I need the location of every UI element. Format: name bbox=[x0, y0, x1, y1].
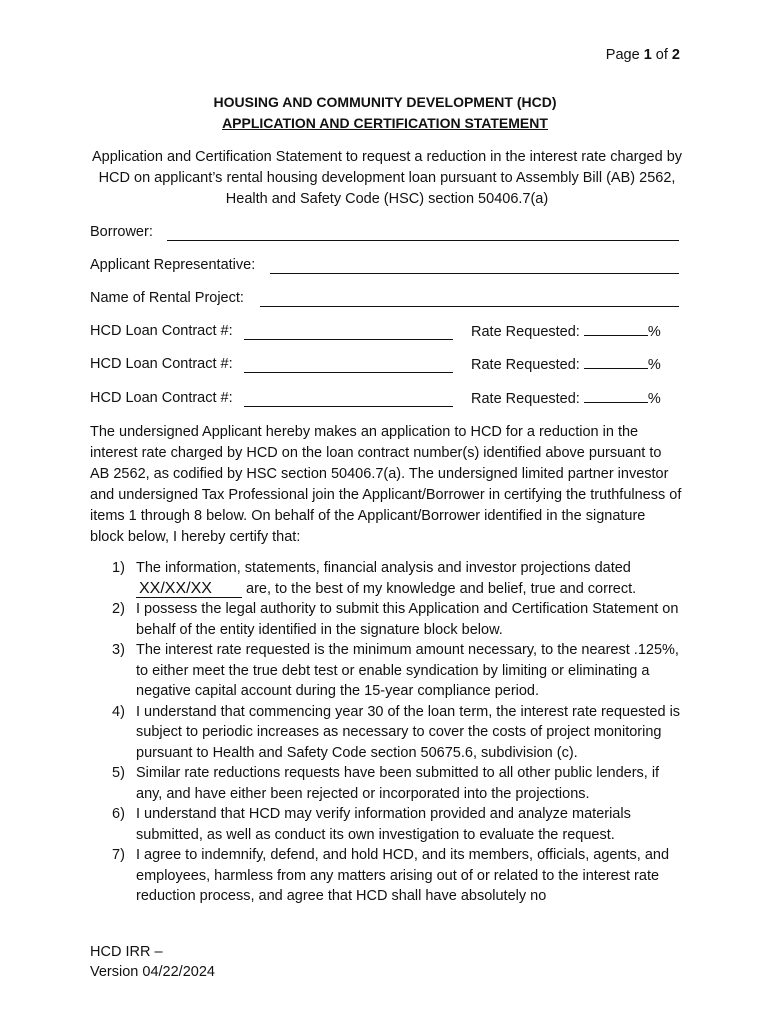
applicant-representative-label: Applicant Representative: bbox=[90, 257, 256, 273]
list-item: 5) Similar rate reductions requests have been submitted to all other public lenders, if any, and have either been rejected or incorporated into the projections. bbox=[112, 765, 660, 802]
footer-form-id: HCD IRR – bbox=[90, 944, 163, 960]
list-item: 3) The interest rate requested is the minimum amount necessary, to the nearest .125%, to either meet the true debt test or enable syndication by limiting or eliminating a negative capital account during the 15-year compliance period. bbox=[112, 642, 679, 699]
list-item: 2) I possess the legal authority to submit this Application and Certification Statement on behalf of the entity identified in the signature block below. bbox=[112, 601, 679, 638]
rate-requested-3 bbox=[471, 390, 661, 407]
page-total: 2 bbox=[671, 47, 680, 63]
rate-unit: % bbox=[647, 324, 661, 340]
list-item: 6) I understand that HCD may verify information provided and analyze materials submitted, as well as conduct its own investigation to evaluate the request. bbox=[112, 806, 631, 843]
contract-label-2: HCD Loan Contract #: bbox=[90, 356, 233, 372]
rate-label: Rate Requested: bbox=[471, 357, 580, 373]
applicant-representative-field[interactable] bbox=[270, 273, 679, 274]
rate-field-1[interactable] bbox=[584, 323, 648, 336]
document-subtitle: APPLICATION AND CERTIFICATION STATEMENT bbox=[222, 115, 548, 131]
rate-field-3[interactable] bbox=[584, 390, 648, 403]
contract-field-2[interactable] bbox=[244, 372, 453, 373]
rate-requested-2 bbox=[471, 356, 661, 373]
contract-field-1[interactable] bbox=[244, 339, 453, 340]
list-item: 4) I understand that commencing year 30 of the loan term, the interest rate requested is subject to periodic increases as necessary to cover the costs of project monitoring pursuant to Health and Safety Code section 50675.6, subdivision (c). bbox=[112, 703, 681, 761]
certification-list bbox=[112, 558, 682, 907]
footer-version: Version 04/22/2024 bbox=[90, 964, 215, 980]
footer bbox=[90, 942, 215, 982]
borrower-label: Borrower: bbox=[90, 224, 153, 240]
document-title: HOUSING AND COMMUNITY DEVELOPMENT (HCD) bbox=[213, 94, 557, 110]
projection-date-field[interactable]: XX/XX/XX bbox=[136, 580, 242, 598]
borrower-field[interactable] bbox=[167, 240, 679, 241]
intro-paragraph: Application and Certification Statement to request a reduction in the interest rate charged by HCD on applicant’s rental housing development loan pursuant to Assembly Bill (AB) 2562, Health and Safety Code (HSC) section 50406.7(a) bbox=[92, 149, 683, 207]
rate-unit: % bbox=[647, 391, 661, 407]
contract-field-3[interactable] bbox=[244, 406, 453, 407]
list-item: 7) I agree to indemnify, defend, and hold HCD, and its members, officials, agents, and employees, harmless from any matters arising out of or related to the interest rate reduction process, and agree that HCD shall have absolutely no bbox=[112, 847, 670, 904]
project-name-field[interactable] bbox=[260, 306, 679, 307]
page-of: of bbox=[655, 47, 668, 63]
contract-label-3: HCD Loan Contract #: bbox=[90, 390, 233, 406]
rate-label: Rate Requested: bbox=[471, 391, 580, 407]
page-current: 1 bbox=[643, 47, 652, 63]
rate-unit: % bbox=[647, 357, 661, 373]
page-number bbox=[606, 47, 680, 63]
rate-field-2[interactable] bbox=[584, 356, 648, 369]
page-prefix: Page bbox=[605, 47, 640, 63]
list-item: 1) The information, statements, financial analysis and investor projections dated XX/XX/XX are, to the best of my knowledge and belief, true and correct. bbox=[112, 560, 637, 597]
rate-requested-1 bbox=[471, 323, 661, 340]
contract-label-1: HCD Loan Contract #: bbox=[90, 323, 233, 339]
rate-label: Rate Requested: bbox=[471, 324, 580, 340]
project-name-label: Name of Rental Project: bbox=[90, 290, 244, 306]
certification-paragraph: The undersigned Applicant hereby makes an application to HCD for a reduction in the interest rate charged by HCD on the loan contract number(s) identified above pursuant to AB 2562, as codified by HSC section 50406.7(a). The undersigned limited partner investor and undersigned Tax Professional join the Applicant/Borrower in certifying the truthfulness of items 1 through 8 below. On behalf of the Applicant/Borrower identified in the signature block below, I hereby certify that: bbox=[90, 424, 682, 545]
